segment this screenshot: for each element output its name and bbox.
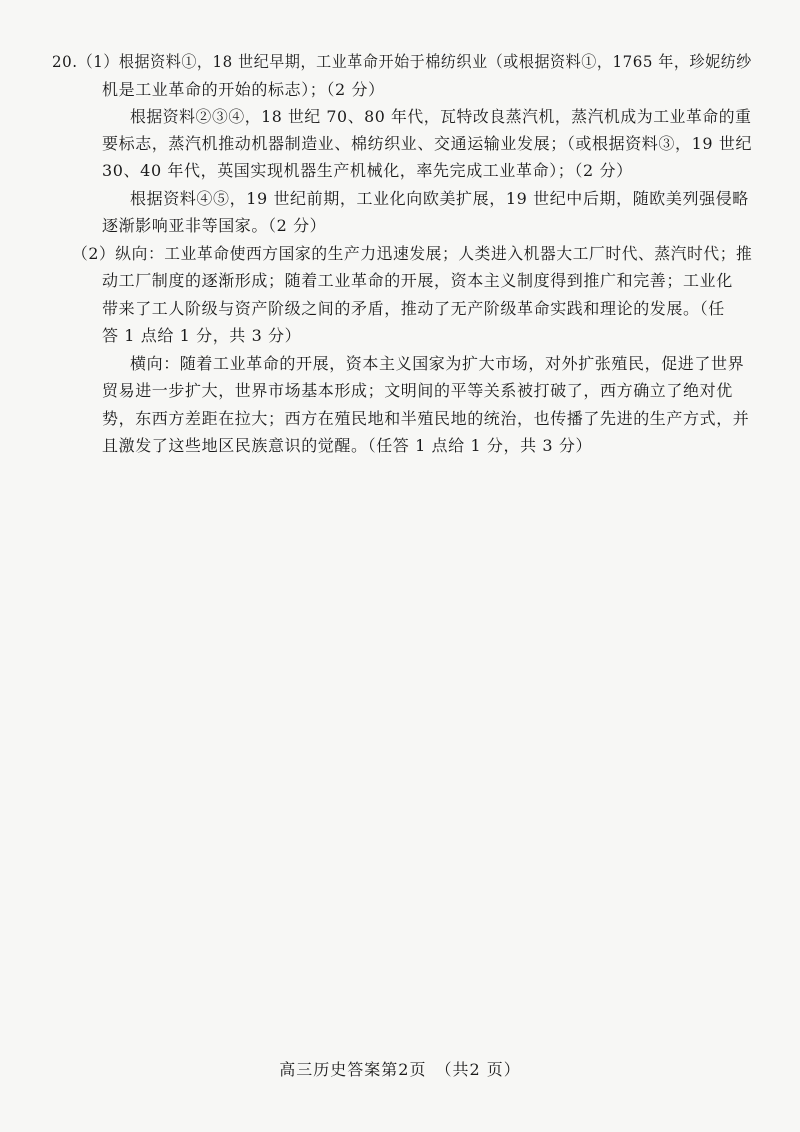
q20-part1-para2-line2: 要标志，蒸汽机推动机器制造业、棉纺织业、交通运输业发展；（或根据资料③，19 世纪 xyxy=(102,134,753,153)
q20-part1-para1-line2: 机是工业革命的开始的标志）；（2 分） xyxy=(102,80,385,99)
q20-part1-para2-line3: 30、40 年代，英国实现机器生产机械化，率先完成工业革命）；（2 分） xyxy=(102,161,633,180)
q20-part2-para1-line4: 答 1 点给 1 分，共 3 分） xyxy=(102,326,302,345)
q20-part1-para2-line1: 根据资料②③④，18 世纪 70、80 年代，瓦特改良蒸汽机，蒸汽机成为工业革命的重 xyxy=(130,107,752,126)
q20-part2-para2-line3: 势，东西方差距在拉大；西方在殖民地和半殖民地的统治，也传播了先进的生产方式，并 xyxy=(102,409,750,428)
q20-part1-para3-line1: 根据资料④⑤，19 世纪前期，工业化向欧美扩展，19 世纪中后期，随欧美列强侵略 xyxy=(130,189,749,208)
q20-part1-para3-line2: 逐渐影响亚非等国家。（2 分） xyxy=(102,216,327,235)
q20-part2-para2-line4: 且激发了这些地区民族意识的觉醒。（任答 1 点给 1 分，共 3 分） xyxy=(102,436,593,455)
q20-part1-para1-line1: 20.（1）根据资料①，18 世纪早期，工业革命开始于棉纺织业（或根据资料①，1765 年，珍妮纺纱 xyxy=(52,52,752,71)
q20-part2-para1-line1: （2）纵向：工业革命使西方国家的生产力迅速发展；人类进入机器大工厂时代、蒸汽时代；推 xyxy=(72,244,753,263)
q20-part2-para1-line3: 带来了工人阶级与资产阶级之间的矛盾，推动了无产阶级革命实践和理论的发展。（任 xyxy=(102,299,725,318)
q20-part2-para2-line2: 贸易进一步扩大，世界市场基本形成；文明间的平等关系被打破了，西方确立了绝对优 xyxy=(102,381,733,400)
q20-part2-para2-line1: 横向：随着工业革命的开展，资本主义国家为扩大市场，对外扩张殖民，促进了世界 xyxy=(130,354,745,373)
q20-part2-para1-line2: 动工厂制度的逐渐形成；随着工业革命的开展，资本主义制度得到推广和完善；工业化 xyxy=(102,271,733,290)
page-footer: 高三历史答案第2页 （共2 页） xyxy=(279,1060,521,1079)
